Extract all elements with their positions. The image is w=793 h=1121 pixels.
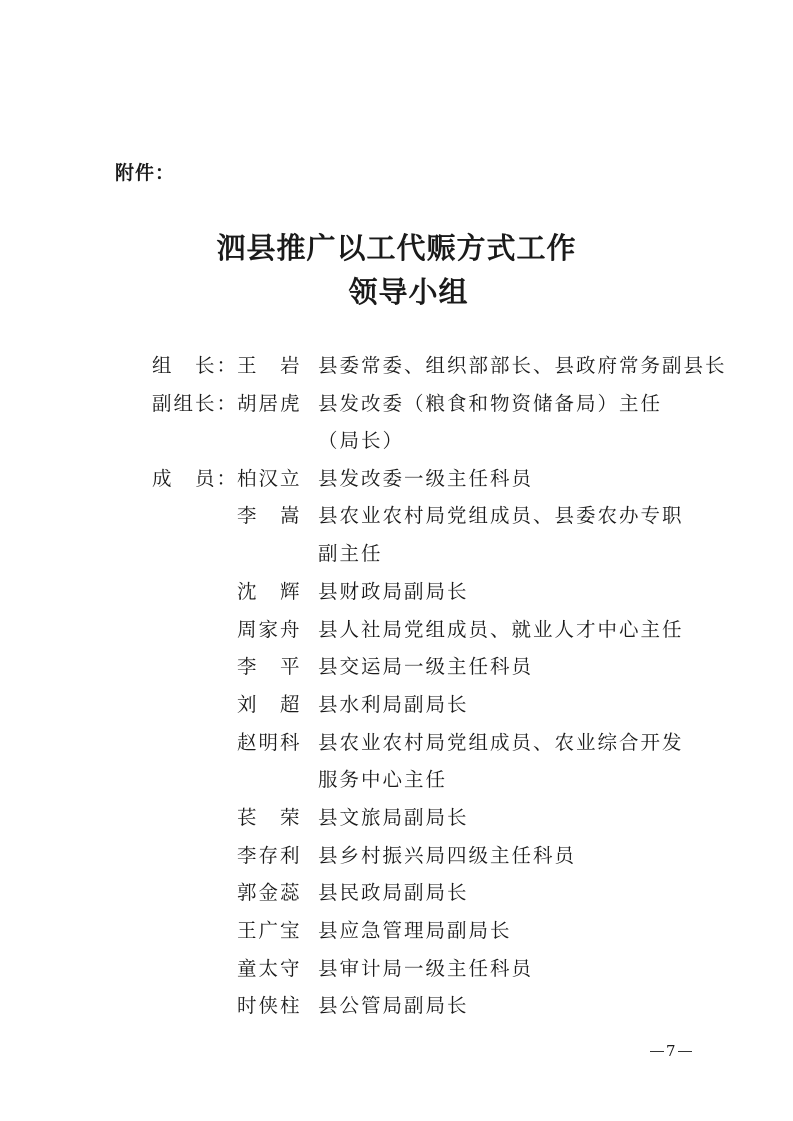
deputy-duty: 县发改委（粮食和物资储备局）主任	[318, 392, 663, 415]
member-name: 时侠柱	[237, 994, 302, 1017]
member-duty: 县审计局一级主任科员	[318, 957, 534, 980]
member-name: 李 嵩	[237, 504, 302, 527]
member-duty: 县农业农村局党组成员、县委农办专职	[318, 504, 684, 527]
member-duty: 县农业农村局党组成员、农业综合开发	[318, 731, 684, 754]
member-duty: 县乡村振兴局四级主任科员	[318, 844, 577, 867]
member-duty: 县文旅局副局长	[318, 806, 469, 829]
member-name: 童太守	[237, 957, 302, 980]
member-duty: 县公管局副局长	[318, 994, 469, 1017]
role-label-leader: 组 长：	[152, 354, 239, 377]
member-duty-continued: 服务中心主任	[318, 768, 448, 791]
page-number-dash-left	[650, 1051, 664, 1052]
member-duty: 县发改委一级主任科员	[318, 467, 534, 490]
leader-duty: 县委常委、组织部部长、县政府常务副县长	[318, 354, 727, 377]
page-number-value: 7	[666, 1042, 676, 1060]
member-name: 李存利	[237, 844, 302, 867]
member-name: 沈 辉	[237, 580, 302, 603]
member-name: 赵明科	[237, 731, 302, 754]
member-duty: 县民政局副局长	[318, 881, 469, 904]
member-duty: 县财政局副局长	[318, 580, 469, 603]
member-name: 周家舟	[237, 618, 302, 641]
role-label-deputy: 副组长：	[152, 392, 239, 415]
document-title-line-2: 领导小组	[348, 275, 469, 309]
member-duty-continued: 副主任	[318, 542, 383, 565]
member-duty: 县应急管理局副局长	[318, 919, 512, 942]
deputy-duty-continued: （局长）	[318, 429, 405, 452]
document-title-line-1: 泗县推广以工代赈方式工作	[216, 231, 577, 265]
member-duty: 县水利局副局长	[318, 693, 469, 716]
member-duty: 县人社局党组成员、就业人才中心主任	[318, 618, 684, 641]
deputy-name: 胡居虎	[237, 392, 302, 415]
leader-name: 王 岩	[237, 354, 302, 377]
member-name: 李 平	[237, 655, 302, 678]
member-name: 王广宝	[237, 919, 302, 942]
page-number	[650, 1042, 692, 1060]
member-name: 柏汉立	[237, 467, 302, 490]
role-label-members: 成 员：	[152, 467, 239, 490]
member-name: 郭金蕊	[237, 881, 302, 904]
attachment-label: 附件：	[115, 162, 176, 184]
member-name: 刘 超	[237, 693, 302, 716]
page-number-dash-right	[678, 1051, 692, 1052]
member-duty: 县交运局一级主任科员	[318, 655, 534, 678]
member-name: 苌 荣	[237, 806, 302, 829]
